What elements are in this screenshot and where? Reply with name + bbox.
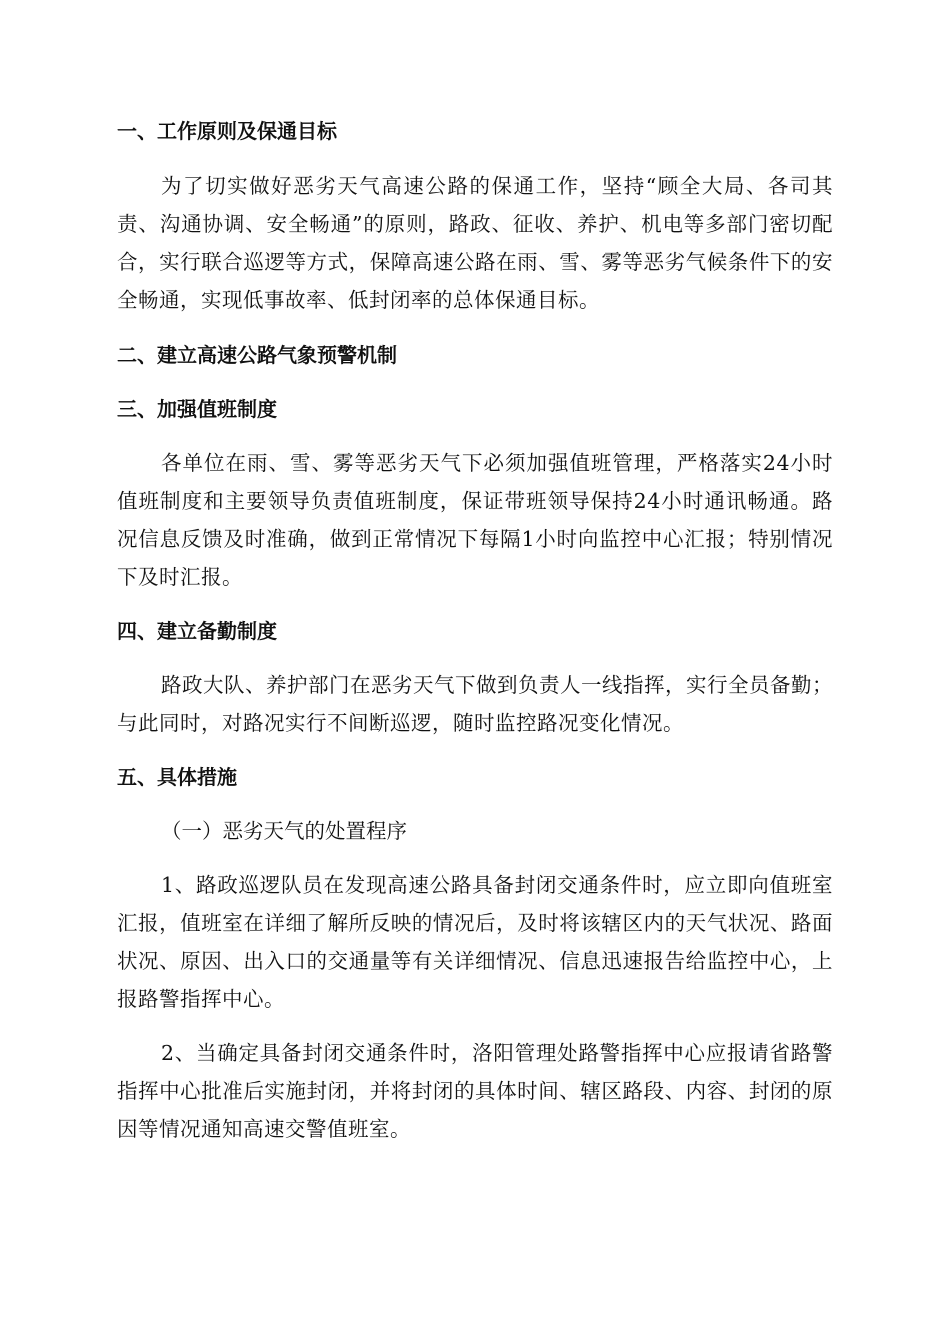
paragraph-duty-system: 各单位在雨、雪、雾等恶劣天气下必须加强值班管理，严格落实24小时值班制度和主要领导负责值班制度，保证带班领导保持24小时通讯畅通。路况信息反馈及时准确，做到正常情况下每隔1小时向监控中心汇报；特别情况下及时汇报。 — [117, 451, 833, 589]
section-heading-measures: 五、具体措施 — [117, 765, 237, 789]
section-heading-weather-warning: 二、建立高速公路气象预警机制 — [117, 343, 397, 367]
paragraph-procedure-item-2: 2、当确定具备封闭交通条件时，洛阳管理处路警指挥中心应报请省路警指挥中心批准后实施封闭，并将封闭的具体时间、辖区路段、内容、封闭的原因等情况通知高速交警值班室。 — [117, 1041, 833, 1141]
paragraph-procedure-item-1: 1、路政巡逻队员在发现高速公路具备封闭交通条件时，应立即向值班室汇报，值班室在详细了解所反映的情况后，及时将该辖区内的天气状况、路面状况、原因、出入口的交通量等有关详细情况、信息迅速报告给监控中心，上报路警指挥中心。 — [117, 873, 833, 1011]
paragraph-principles: 为了切实做好恶劣天气高速公路的保通工作，坚持“顾全大局、各司其责、沟通协调、安全畅通”的原则，路政、征收、养护、机电等多部门密切配合，实行联合巡逻等方式，保障高速公路在雨、雪、雾等恶劣气候条件下的安全畅通，实现低事故率、低封闭率的总体保通目标。 — [117, 174, 833, 312]
document-page — [117, 112, 833, 1148]
subheading-handling-procedure: （一）恶劣天气的处置程序 — [161, 819, 407, 843]
section-heading-duty-system: 三、加强值班制度 — [117, 397, 277, 421]
section-heading-principles: 一、工作原则及保通目标 — [117, 119, 337, 143]
section-heading-standby-system: 四、建立备勤制度 — [117, 619, 277, 643]
paragraph-standby-system: 路政大队、养护部门在恶劣天气下做到负责人一线指挥，实行全员备勤；与此同时，对路况实行不间断巡逻，随时监控路况变化情况。 — [117, 673, 833, 735]
